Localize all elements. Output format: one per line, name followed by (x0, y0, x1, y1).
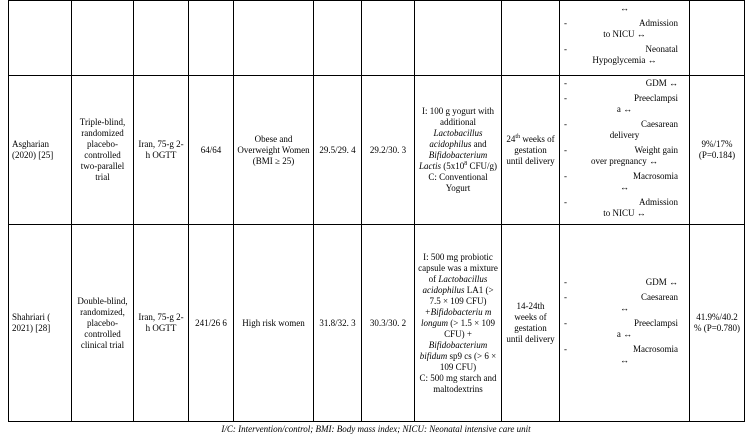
result-cell: 41.9%/40.2 % (P=0.780) (690, 225, 745, 422)
setting-cell (134, 1, 189, 76)
result-cell: 9%/17% (P=0.184) (690, 76, 745, 225)
setting-cell: Iran, 75-g 2-h OGTT (134, 225, 189, 422)
size-cell (189, 1, 234, 76)
study-cell: Shahriari ( 2021) [28] (9, 225, 72, 422)
outcomes-cell (560, 225, 690, 422)
design-cell: Double-blind, randomized, placebo-controlled clinical trial (72, 225, 134, 422)
outcome-item: - Weight gain over pregnancy ↔ (564, 145, 678, 166)
intervention-cell: I: 100 g yogurt with additional Lactobacillus acidophilus and Bifidobacterium Lactis ($5x10^8$ CFU/g) C: Conventional Yogurt (415, 76, 502, 225)
duration-cell: 14-24th weeks of gestation until delivery (502, 225, 560, 422)
bmi-control-cell: 30.3/30. 2 (362, 225, 415, 422)
design-cell: Triple-blind, randomized placebo-controlled two-parallel trial (72, 76, 134, 225)
bullet-dash: - (564, 292, 567, 302)
outcome-item: - Preeclampsi a ↔ (564, 318, 678, 339)
duration-cell: 24th weeks of gestation until delivery (502, 76, 560, 225)
outcome-item: - Caesarean delivery (564, 119, 678, 140)
study-cell: Asgharian (2020) [25] (9, 76, 72, 225)
bullet-dash: - (564, 145, 567, 155)
bullet-dash: - (564, 318, 567, 328)
setting-cell: Iran, 75-g 2-h OGTT (134, 76, 189, 225)
population-cell: High risk women (234, 225, 314, 422)
bullet-dash: - (564, 119, 567, 129)
bullet-dash: - (564, 18, 567, 28)
outcome-item: - Macrosomia ↔ (564, 344, 678, 365)
study-cell (9, 1, 72, 76)
table-row (9, 76, 745, 225)
bmi-control-cell: 29.2/30. 3 (362, 76, 415, 225)
outcome-item: - Admission to NICU ↔ (564, 197, 678, 218)
population-cell (234, 1, 314, 76)
bullet-dash: - (564, 93, 567, 103)
bullet-dash: - (564, 344, 567, 354)
studies-table (8, 0, 745, 422)
outcome-item: - Caesarean ↔ (564, 292, 678, 313)
outcome-item: ↔ (620, 3, 629, 13)
duration-cell (502, 1, 560, 76)
design-cell (72, 1, 134, 76)
intervention-cell: I: 500 mg probiotic capsule was a mixture of Lactobacillus acidophilus LA1 (> 7.5 × 109 CFU) +Bifidobacteriu m longum (> 1.5 × 109 CFU) + Bifidobacterium bifidum sp9 cs (> 6 × 109 CFU) C: 500 mg starch and maltodextrins (415, 225, 502, 422)
outcome-item: - Macrosomia ↔ (564, 171, 678, 192)
table-footnote: I/C: Intervention/control; BMI: Body mass index; NICU: Neonatal intensive care unit (221, 424, 531, 434)
outcomes-cell (560, 1, 690, 76)
intervention-cell (415, 1, 502, 76)
bmi-control-cell (362, 1, 415, 76)
population-cell: Obese and Overweight Women (BMI ≥ 25) (234, 76, 314, 225)
bullet-dash: - (564, 171, 567, 181)
bullet-dash: - (564, 197, 567, 207)
table-row (9, 1, 745, 76)
size-cell: 64/64 (189, 76, 234, 225)
bullet-dash: - (564, 44, 567, 54)
bmi-intervention-cell: 31.8/32. 3 (314, 225, 362, 422)
bullet-dash: - (564, 78, 567, 88)
outcome-item: - Preeclampsi a ↔ (564, 93, 678, 114)
bmi-intervention-cell (314, 1, 362, 76)
bmi-intervention-cell: 29.5/29. 4 (314, 76, 362, 225)
size-cell: 241/26 6 (189, 225, 234, 422)
outcome-item: - Neonatal Hypoglycemia ↔ (564, 44, 678, 65)
bullet-dash: - (564, 277, 567, 287)
outcome-item: - GDM ↔ (564, 78, 678, 88)
table-row (9, 225, 745, 422)
result-cell (690, 1, 745, 76)
outcome-item: - Admission to NICU ↔ (564, 18, 678, 39)
outcome-item: - GDM ↔ (564, 277, 678, 287)
outcomes-cell (560, 76, 690, 225)
